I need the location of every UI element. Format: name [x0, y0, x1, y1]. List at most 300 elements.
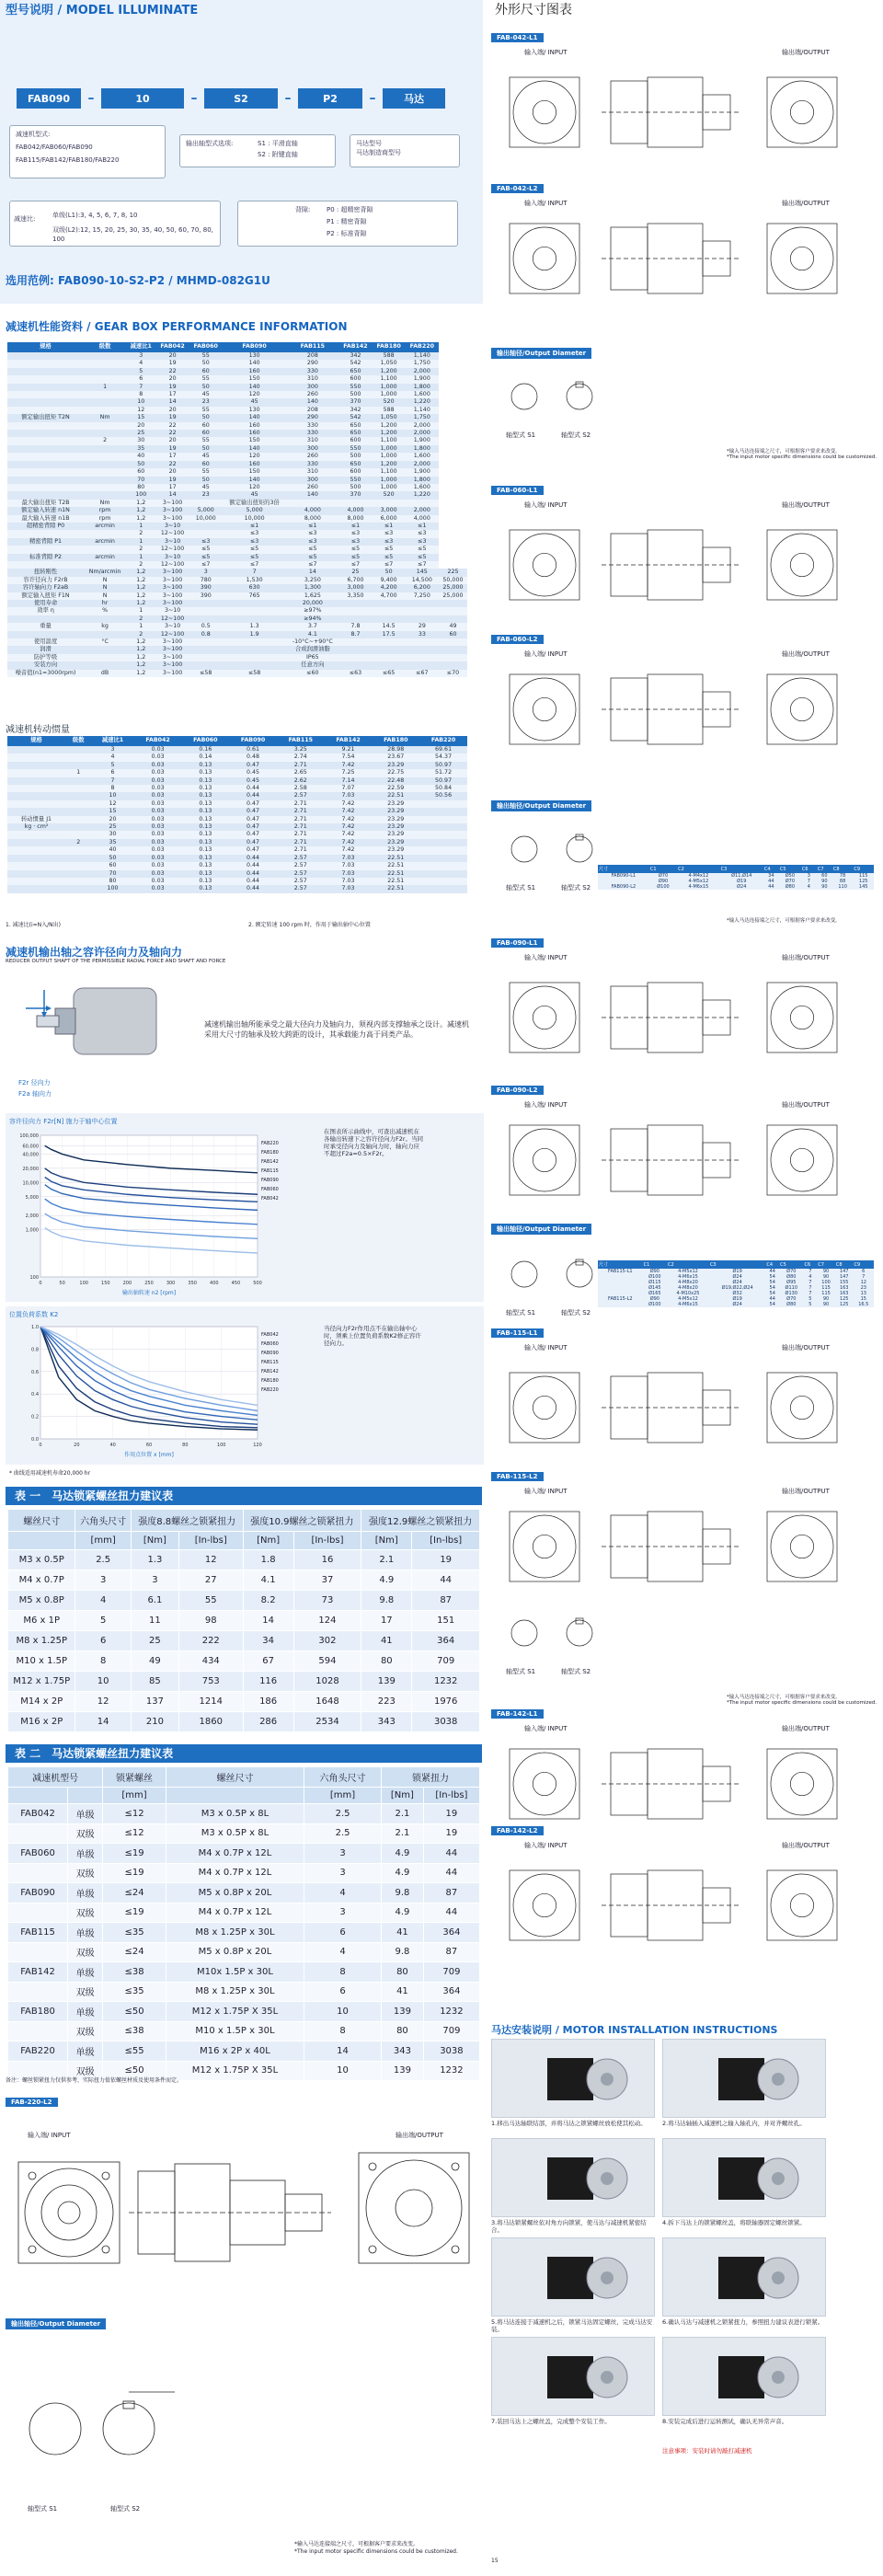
table-row — [8, 1672, 480, 1692]
table-cell: 3 — [304, 1903, 382, 1923]
table-cell — [419, 846, 467, 854]
table-cell: C8 — [832, 865, 854, 873]
shaft-force-diagram — [18, 972, 184, 1073]
table-cell: 1.3 — [131, 1550, 178, 1570]
table-cell: 25 — [338, 569, 372, 576]
table-cell: 标准背隙 P2 — [7, 554, 84, 561]
table-cell: ≤5 — [373, 554, 406, 561]
table-cell: 7 — [223, 569, 286, 576]
table-header-row — [598, 865, 874, 873]
fab220-l2-tag: FAB-220-L2 — [6, 2098, 58, 2107]
gearbox-drawing — [491, 1850, 877, 1961]
table-cell: 3 — [801, 873, 817, 879]
table-cell: 4-M6x15 — [667, 1274, 709, 1280]
table-cell: 6 — [854, 1269, 874, 1274]
table-cell: 2 — [126, 546, 155, 553]
table-cell: arcmin — [84, 538, 126, 546]
table-cell — [439, 600, 467, 607]
table-cell: FAB090 — [229, 736, 277, 746]
table-cell — [189, 600, 223, 607]
output-circle — [771, 1874, 833, 1937]
table-cell: ≤7 — [223, 561, 286, 569]
table-cell: 7,250 — [406, 592, 439, 600]
table-cell: Ø130 — [779, 1291, 803, 1296]
table-cell: Ø70 — [779, 1269, 803, 1274]
inertia-table — [7, 736, 467, 893]
table-cell: 锁紧螺丝 — [103, 1767, 166, 1788]
radial-force-chart — [9, 1130, 304, 1297]
table-cell: 3~10 — [156, 523, 189, 530]
table-cell: 130 — [223, 352, 286, 360]
table-cell: 90 — [817, 1274, 835, 1280]
input-flange — [510, 674, 579, 744]
table-cell: 3~100 — [156, 661, 189, 669]
table-cell: ≤3 — [338, 530, 372, 537]
table-cell: 超精密背隙 P0 — [7, 523, 84, 530]
table-row — [7, 391, 467, 398]
table-cell — [223, 646, 286, 653]
install-step-text: 2.将马达轴插入减速机之输入轴孔内，并对齐螺丝孔。 — [662, 2120, 806, 2127]
table-cell: 67 — [243, 1651, 293, 1672]
table-cell: 7 — [91, 777, 133, 785]
table-cell: 3~100 — [156, 569, 189, 576]
table-cell: 69.61 — [419, 746, 467, 753]
table-cell: 0.03 — [134, 855, 182, 862]
table-cell: 5 — [91, 762, 133, 769]
drawing-lines — [510, 1512, 837, 1581]
table-cell: 0.03 — [134, 800, 182, 808]
table-cell: 0.47 — [229, 762, 277, 769]
table-cell: 1,2 — [126, 654, 155, 661]
table-cell: Ø70 — [779, 879, 801, 884]
table-cell — [65, 885, 91, 892]
table-cell: 23.29 — [372, 823, 419, 831]
table-row — [7, 554, 467, 561]
table-cell: Ø70 — [649, 873, 677, 879]
table-cell: 1,750 — [406, 360, 439, 367]
output-flange — [767, 1749, 837, 1819]
table-row — [7, 661, 467, 669]
table-cell — [84, 546, 126, 553]
table-cell: 4.1 — [243, 1570, 293, 1591]
model-box-motor: 马达 — [383, 88, 445, 109]
install-step-text: 1.移出马达轴联结部，并将马达之锁紧螺丝放松使其松动。 — [491, 2120, 647, 2127]
table-cell: ≤24 — [103, 1883, 166, 1903]
x-tick-label: 350 — [188, 1281, 197, 1286]
input-flange — [510, 224, 579, 293]
table-cell: ≤50 — [103, 2061, 166, 2081]
table-cell: M16 x 2P — [8, 1712, 75, 1732]
table-cell: 效率 η — [7, 607, 84, 615]
shaft-key — [576, 834, 583, 840]
table-row — [7, 375, 467, 383]
table-cell: 锁紧扭力 — [382, 1767, 480, 1788]
table-cell — [439, 615, 467, 623]
table-cell: 1,2 — [126, 507, 155, 514]
table-cell: 3~100 — [156, 638, 189, 646]
backlash-label: 背隙: — [295, 206, 311, 213]
table-row — [7, 407, 467, 414]
table-cell: 500 — [338, 484, 372, 491]
table-cell: 37 — [293, 1570, 361, 1591]
shaft-type-drawing — [497, 1601, 644, 1665]
table-row — [7, 491, 467, 499]
table-cell: 0.03 — [134, 769, 182, 776]
table-cell: 87 — [412, 1591, 480, 1611]
table-cell: 4,000 — [286, 507, 338, 514]
table-cell — [406, 615, 439, 623]
table-cell: 6 — [75, 1631, 131, 1651]
table-cell: M12 x 1.75P X 35L — [166, 2002, 304, 2022]
motor-install-title: 马达安装说明 / MOTOR INSTALLATION INSTRUCTIONS — [491, 2024, 778, 2036]
table-cell: C4 — [763, 865, 779, 873]
gearbox-drawing — [491, 1733, 877, 1834]
table-cell: 98 — [178, 1611, 243, 1631]
table-cell — [7, 800, 65, 808]
caption: 输入端/ INPUT — [524, 501, 568, 509]
table-cell: Ø19 — [709, 1269, 765, 1274]
table-cell: 1,2 — [126, 569, 155, 576]
table-cell: 330 — [286, 422, 338, 430]
table-cell: 1 — [126, 623, 155, 630]
table-cell: 310 — [286, 468, 338, 476]
shaft-s1-circle — [511, 1620, 537, 1646]
table-cell: 0.47 — [229, 839, 277, 846]
table-cell: Ø80 — [779, 884, 801, 890]
table-cell — [7, 831, 65, 838]
table-cell: 550 — [338, 477, 372, 484]
table-row — [8, 1631, 480, 1651]
table-cell — [7, 530, 84, 537]
table-cell: 1,000 — [373, 384, 406, 391]
table-cell: 3~10 — [156, 607, 189, 615]
table-cell: 19 — [412, 1550, 480, 1570]
table-cell: 22.51 — [372, 870, 419, 878]
input-circle — [513, 534, 576, 596]
perf-note-2: 2. 额定转速 100 rpm 时，作用于输出轴中心位置 — [248, 922, 371, 928]
table-cell: 0.14 — [181, 753, 229, 761]
table-cell — [166, 1788, 304, 1804]
table-cell: 1,000 — [373, 391, 406, 398]
table-cell: FAB115 — [277, 736, 325, 746]
output-flange — [767, 983, 837, 1052]
table-cell: ≤58 — [223, 670, 286, 677]
input-bore — [533, 1772, 556, 1795]
table-cell: N — [84, 577, 126, 584]
table-units-row — [8, 1532, 480, 1550]
table-cell: 3~100 — [156, 584, 189, 592]
table-cell: 120 — [223, 453, 286, 460]
output-circle — [771, 1753, 833, 1815]
table-cell: M10 x 1.5P — [8, 1651, 75, 1672]
table-cell: 160 — [223, 422, 286, 430]
table-cell: 1,200 — [373, 368, 406, 375]
table-cell: 7.03 — [325, 870, 373, 878]
table-cell: ≤1 — [406, 523, 439, 530]
table-cell: 1,600 — [406, 453, 439, 460]
input-circle — [513, 227, 576, 290]
install-step-photo — [662, 2237, 826, 2317]
table-cell: 80 — [126, 484, 155, 491]
table-cell: ≤19 — [103, 1903, 166, 1923]
table-cell: 2 — [126, 530, 155, 537]
table-cell: 23 — [189, 398, 223, 406]
x-axis-label: 输出轴转速 n2 [rpm] — [121, 1290, 177, 1296]
table-cell: 7.03 — [325, 855, 373, 862]
caption: 输出端/OUTPUT — [782, 200, 830, 207]
table-header-row — [8, 1767, 480, 1788]
caption: *输入马达连接端之尺寸，可根据客户要求来改变。 — [727, 449, 841, 454]
table-cell: C2 — [667, 1260, 709, 1269]
table-cell: 343 — [382, 2041, 424, 2062]
table-cell — [7, 407, 84, 414]
table-cell: 0.13 — [181, 870, 229, 878]
table-row — [8, 2021, 480, 2041]
table-cell: Nm — [84, 500, 126, 507]
backlash-line: P2 : 标准背隙 — [327, 230, 367, 237]
table-cell: 3 — [126, 352, 155, 360]
table-cell: 2.62 — [277, 777, 325, 785]
table-cell: 2.5 — [75, 1550, 131, 1570]
y-tick-label: 1,000 — [25, 1227, 39, 1234]
table-row — [7, 816, 467, 823]
ratio-line: 单级(L1):3, 4, 5, 6, 7, 8, 10 — [52, 212, 138, 219]
table-row — [7, 800, 467, 808]
table-cell: 2.71 — [277, 800, 325, 808]
table-cell — [7, 491, 84, 499]
table-row — [7, 753, 467, 761]
table-cell: 22.51 — [372, 878, 419, 885]
table-cell: 0.13 — [181, 808, 229, 815]
motor-gearbox-illustration — [663, 2139, 827, 2218]
table-cell: 0.03 — [134, 746, 182, 753]
table-cell: 55 — [189, 468, 223, 476]
table-cell: 4 — [801, 884, 817, 890]
ratio-box — [9, 201, 221, 247]
table-cell: 45 — [189, 453, 223, 460]
table-cell — [7, 368, 84, 375]
table-cell — [338, 607, 372, 615]
table-cell: 尺寸 — [598, 865, 649, 873]
table-cell: M4 x 0.7P x 12L — [166, 1903, 304, 1923]
table-cell: 19 — [156, 477, 189, 484]
table-cell — [338, 615, 372, 623]
install-step-photo — [491, 2337, 655, 2416]
table-cell: Ø80 — [779, 1302, 803, 1307]
legend-label: FAB220 — [261, 1141, 279, 1146]
page-number: 15 — [491, 2558, 499, 2564]
table-cell: 3,250 — [286, 577, 338, 584]
motor-gearbox-illustration — [492, 2238, 656, 2317]
caption: 输出端/OUTPUT — [782, 954, 830, 961]
frame-tag: FAB-060-L1 — [491, 486, 544, 495]
table-cell: 7.42 — [325, 816, 373, 823]
table-cell: 3 — [189, 569, 223, 576]
table-cell: 0.03 — [134, 839, 182, 846]
table-cell — [338, 500, 372, 507]
table-cell — [65, 870, 91, 878]
table-cell: 23 — [189, 491, 223, 499]
table-cell — [419, 831, 467, 838]
model-box-shaft: S2 — [204, 88, 278, 109]
force-legend-axial: F2a 轴向力 — [18, 1090, 52, 1098]
table-cell — [419, 816, 467, 823]
table-cell: 500 — [338, 391, 372, 398]
table-cell: 434 — [178, 1651, 243, 1672]
table-cell: 2.71 — [277, 816, 325, 823]
x-tick-label: 0 — [39, 1281, 42, 1286]
table-cell — [7, 785, 65, 792]
table-cell — [7, 430, 84, 437]
table-cell: 390 — [189, 592, 223, 600]
table-cell: 3~100 — [156, 515, 189, 523]
table-cell — [65, 777, 91, 785]
table-cell: 1,900 — [406, 437, 439, 444]
chart2-note: 当径向力F2r作用点不在输出轴中心时，须乘上位置负荷系数K2修正容许径向力。 — [324, 1325, 421, 1347]
table-cell: 双级 — [68, 1823, 103, 1844]
table-cell: 125 — [853, 879, 874, 884]
table-cell: 50.97 — [419, 762, 467, 769]
model-box-backlash: P2 — [298, 88, 362, 109]
table-cell: ≤70 — [439, 670, 467, 677]
table-cell — [65, 846, 91, 854]
table-cell: 2,000 — [406, 430, 439, 437]
table-row — [7, 646, 467, 653]
table-cell — [406, 661, 439, 669]
output-shaft-line: S2 : 附键直轴 — [258, 151, 298, 158]
table-cell: Ø90 — [649, 879, 677, 884]
table-cell: N — [84, 584, 126, 592]
table-cell: ≤12 — [103, 1823, 166, 1844]
table-row — [7, 615, 467, 623]
table-cell: FAB180 — [8, 2002, 68, 2022]
table-row — [7, 631, 467, 638]
backlash-line: P0 : 超精密背隙 — [327, 206, 373, 213]
table-cell: 594 — [293, 1651, 361, 1672]
table-cell: FAB142 — [338, 342, 372, 352]
table-cell: 49 — [439, 623, 467, 630]
input-circle — [513, 1753, 576, 1815]
table-cell: 0.13 — [181, 823, 229, 831]
table-cell: 0.47 — [229, 808, 277, 815]
drawing-lines — [510, 224, 837, 293]
table-cell: 120 — [223, 391, 286, 398]
table-cell — [7, 631, 84, 638]
table-cell: 2.71 — [277, 846, 325, 854]
table-cell: 3.7 — [286, 623, 338, 630]
table-cell: ≤3 — [286, 530, 338, 537]
table-cell: 60 — [189, 430, 223, 437]
legend-label: FAB180 — [261, 1378, 279, 1384]
table-cell: rpm — [84, 507, 126, 514]
table-cell: 0.61 — [229, 746, 277, 753]
table-cell — [419, 885, 467, 892]
model-title: 型号说明 / MODEL ILLUMINATE — [6, 4, 199, 17]
table-cell: 50 — [189, 414, 223, 421]
table-cell: ≤19 — [103, 1844, 166, 1864]
table-row — [7, 523, 467, 530]
table-cell: 0.44 — [229, 792, 277, 799]
table-cell: 765 — [223, 592, 286, 600]
table-cell — [7, 615, 84, 623]
output-flange — [767, 674, 837, 744]
table-cell: 20 — [126, 422, 155, 430]
table-cell: 23.29 — [372, 816, 419, 823]
table-cell: 650 — [338, 368, 372, 375]
table-cell: 650 — [338, 422, 372, 430]
table-cell: 1,2 — [126, 500, 155, 507]
table-cell: FAB142 — [325, 736, 373, 746]
table-cell — [84, 646, 126, 653]
table-cell: 额定输入扭矩 F1N — [7, 592, 84, 600]
table-cell: 9,400 — [373, 577, 406, 584]
table-cell: Ø100 — [649, 884, 677, 890]
legend-label: FAB090 — [261, 1178, 279, 1183]
table-cell: 80 — [382, 1962, 424, 1983]
table-cell: 160 — [223, 368, 286, 375]
table-cell: 3,000 — [373, 507, 406, 514]
table-cell: 54 — [765, 1274, 779, 1280]
x-tick-label: 400 — [210, 1281, 219, 1286]
frame-tag: 输出轴径/Output Diameter — [491, 800, 591, 811]
input-bore — [533, 553, 556, 576]
x-tick-label: 200 — [122, 1281, 132, 1286]
table-cell — [439, 607, 467, 615]
shaft-key — [576, 382, 583, 387]
table-cell — [7, 445, 84, 453]
table-cell — [7, 437, 84, 444]
table-cell: arcmin — [84, 554, 126, 561]
table-cell — [84, 391, 126, 398]
table-row — [7, 577, 467, 584]
input-flange — [510, 530, 579, 600]
table-cell — [7, 846, 65, 854]
table-cell: 14 — [75, 1712, 131, 1732]
caption: 输入端/ INPUT — [524, 1101, 568, 1109]
table-cell: 4.9 — [382, 1863, 424, 1883]
table1-title — [6, 1487, 482, 1505]
table-row — [7, 546, 467, 553]
table-cell: C3 — [709, 1260, 765, 1269]
gearbox-bore — [772, 2172, 785, 2185]
table-cell: 0.03 — [134, 823, 182, 831]
table-cell: C8 — [835, 1260, 854, 1269]
table-cell: 使用温度 — [7, 638, 84, 646]
table-cell: 25 — [131, 1631, 178, 1651]
gearbox-bore — [601, 2172, 614, 2185]
shaft-s1-label: 轴型式 S1 — [28, 2505, 58, 2513]
table-cell — [84, 477, 126, 484]
table-cell: 208 — [286, 407, 338, 414]
table-cell: ≤1 — [223, 523, 286, 530]
table-cell: 223 — [361, 1692, 412, 1712]
table-cell — [7, 484, 84, 491]
legend-label: FAB115 — [261, 1360, 279, 1365]
output-flange — [767, 1373, 837, 1443]
x-tick-label: 20 — [74, 1443, 80, 1448]
table-cell: 23.29 — [372, 831, 419, 838]
y-tick-label: 20,000 — [22, 1166, 39, 1172]
table-cell: 310 — [286, 437, 338, 444]
gearbox-drawing — [491, 1110, 877, 1211]
table-cell: 40 — [91, 846, 133, 854]
legend-label: FAB042 — [261, 1196, 279, 1202]
table-cell: 44 — [423, 1903, 479, 1923]
table-cell: Ø90 — [643, 1296, 667, 1302]
table-cell — [406, 500, 439, 507]
table-cell: 2,000 — [406, 461, 439, 468]
table-cell — [7, 769, 65, 776]
